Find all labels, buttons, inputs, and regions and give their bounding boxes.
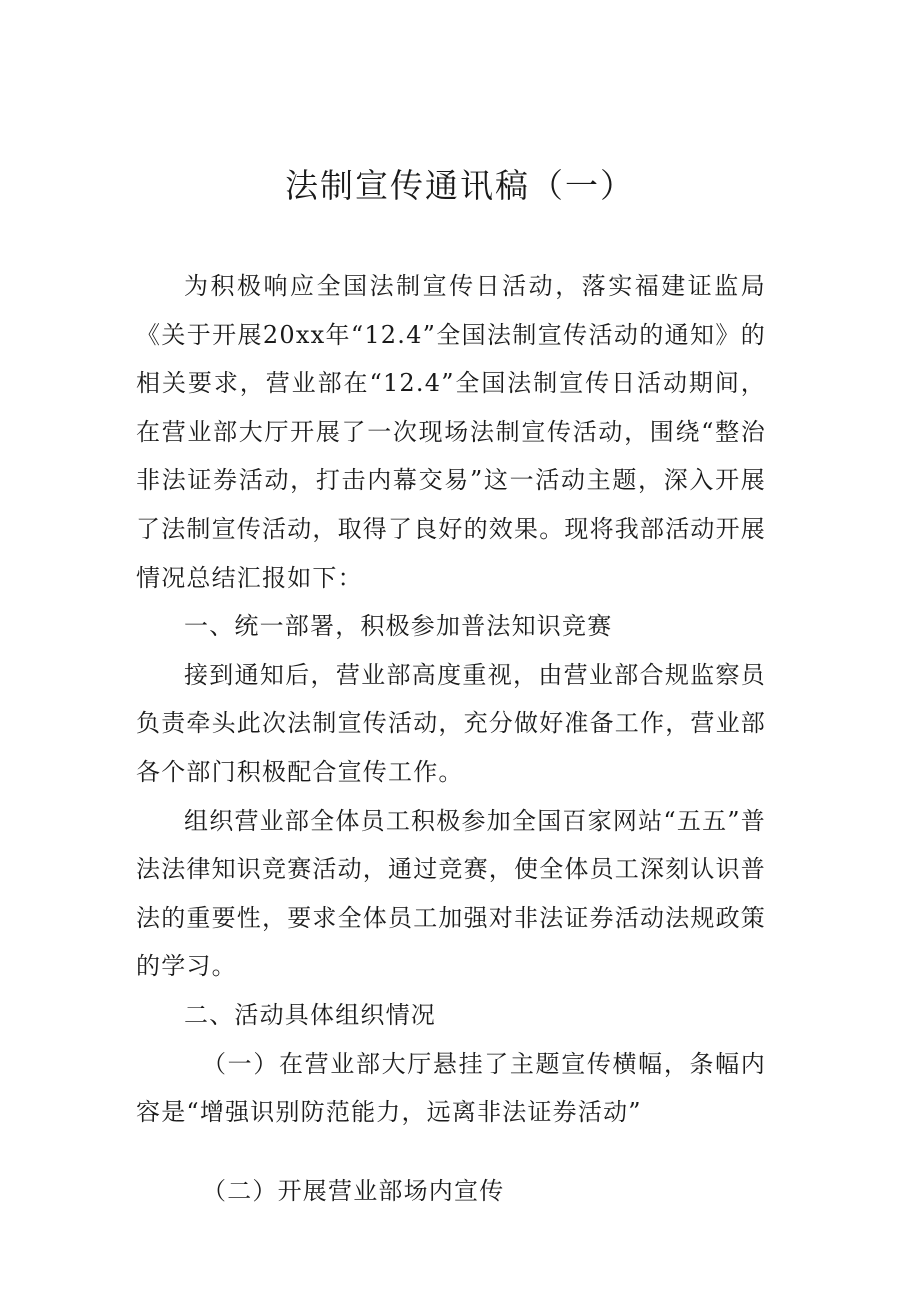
subsection-1: （一）在营业部大厅悬挂了主题宣传横幅，条幅内容是“增强识别防范能力，远离非法证券活动” — [136, 1049, 766, 1127]
section-heading-2: 二、活动具体组织情况 — [184, 1000, 436, 1029]
section-1-paragraph-1: 接到通知后，营业部高度重视，由营业部合规监察员负责牵头此次法制宣传活动，充分做好准备工作，营业部各个部门积极配合宣传工作。 — [136, 660, 766, 786]
section-1-paragraph-2: 组织营业部全体员工积极参加全国百家网站“五五”普法法律知识竞赛活动，通过竞赛，使全体员工深刻认识普法的重要性，要求全体员工加强对非法证券活动法规政策的学习。 — [136, 806, 766, 981]
document-title: 法制宣传通讯稿（一） — [285, 166, 635, 205]
section-heading-1: 一、统一部署，积极参加普法知识竞赛 — [184, 612, 613, 641]
spacer — [136, 1137, 766, 1167]
intro-paragraph: 为积极响应全国法制宣传日活动，落实福建证监局《关于开展20xx年“12.4”全国法制宣传活动的通知》的相关要求，营业部在“12.4”全国法制宣传日活动期间，在营业部大厅开展了一次现场法制宣传活动，围绕“整治非法证券活动，打击内幕交易”这一活动主题，深入开展了法制宣传活动，取得了良好的效果。现将我部活动开展情况总结汇报如下： — [136, 272, 766, 592]
document-body — [136, 262, 766, 1215]
subsection-2: （二）开展营业部场内宣传 — [202, 1176, 505, 1205]
